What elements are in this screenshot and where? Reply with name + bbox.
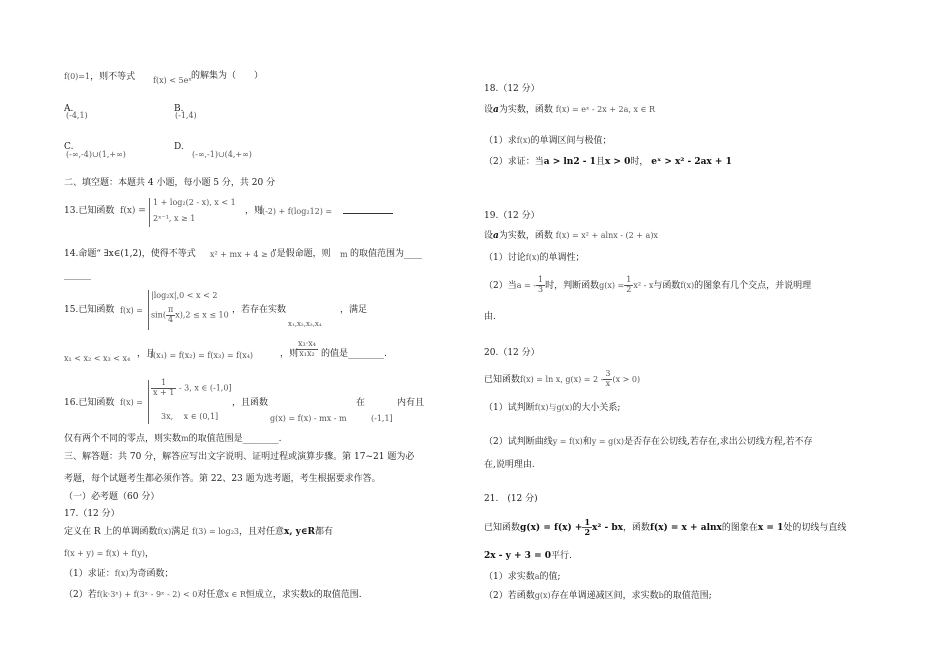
q13-answer-blank (343, 207, 393, 218)
q19-part-two: （2）当a = - $\frac{1}{3}$ 时，判断函数g(x) = $\frac{1}{2}$ x² - x与函数f(x)的图象有几个交点，并说明理 (484, 275, 812, 294)
q12-condition: f(0)=1，则不等式 (64, 72, 136, 82)
q20-part-two-cont: 在,说明理由. (484, 460, 535, 470)
q15-order: x₁ < x₂ < x₃ < x₄ (64, 354, 131, 363)
q16-prefix: 16.已知函数 (64, 398, 115, 408)
q15-satisfy: ，满足 (340, 305, 368, 315)
q16-line-two: 仅有两个不同的零点，则实数m的取值范围是________. (64, 434, 282, 444)
q21-part-two: （2）若函数g(x)存在单调递减区间，求实数b的取值范围; (484, 591, 712, 601)
q17-equation: f(x + y) = f(x) + f(y)， (64, 549, 155, 559)
q19-title: 19.（12 分） (484, 211, 540, 221)
q13-case-two: 2ˣ⁻¹, x ≥ 1 (153, 214, 196, 223)
q17-part-two: （2）若f(k·3ˣ) + f(3ˣ - 9ˣ - 2) < 0对任意x ∈ R恒成立，求实数k的取值范围. (64, 590, 362, 600)
q20-part-one: （1）试判断f(x)与g(x)的大小关系; (484, 403, 621, 413)
section-two-heading: 二、填空题：本题共 4 小题，每小题 5 分，共 20 分 (64, 178, 276, 188)
q14-text-d: ______ (64, 270, 91, 280)
q20-part-two: （2）试判断曲线y = f(x)和y = g(x)是否存在公切线,若存在,求出公切线方程,若不存 (484, 437, 813, 447)
q16-brace (148, 380, 149, 424)
q15-function-name: f(x) = (120, 306, 143, 315)
q18-statement: 设a为实数，函数 f(x) = eˣ - 2x + 2a, x ∈ R (484, 105, 656, 115)
q15-fraction: $\frac{\text{x₃·x₄}}{\text{x₁x₂}}$ (298, 339, 316, 358)
q20-title: 20.（12 分） (484, 348, 540, 358)
q13-brace (149, 198, 150, 227)
q15-prefix: 15.已知函数 (64, 305, 115, 315)
q16-g-function: g(x) = f(x) - mx - m (270, 414, 347, 423)
q15-then: ，则 (280, 349, 299, 359)
q12-option-b-label: B. (174, 104, 184, 114)
q13-case-one: 1 + log₂(2 - x), x < 1 (153, 198, 236, 207)
section-three-line-two: 考题，每个试题考生都必须作答。第 22、23 题为选考题，考生根据要求作答。 (64, 474, 381, 484)
q15-variables: x₁,x₂,x₃,x₄ (288, 320, 322, 328)
q13-prefix: 13.已知函数 (64, 206, 115, 216)
q16-case-one: $\frac{1}{x + 1}$ - 3, x ∈ (-1,0] (153, 378, 232, 397)
q16-in: 在 (356, 398, 366, 408)
q18-title: 18.（12 分） (484, 84, 540, 94)
q17-title: 17.（12 分） (64, 509, 120, 519)
q16-interval: (-1,1] (371, 414, 393, 423)
q14-text-c: 的取值范围为____ (350, 249, 423, 259)
q21-part-one: （1）求实数a的值; (484, 572, 561, 582)
q16-function-name: f(x) = (120, 398, 143, 407)
q12-option-c-label: C. (64, 142, 74, 152)
q12-option-d: (-∞,-1)∪(4,+∞) (192, 150, 252, 159)
q12-option-a: (-4,1) (66, 111, 88, 120)
q16-case-two: 3x, x ∈ (0,1] (161, 412, 219, 421)
required-heading: （一）必考题（60 分） (64, 492, 160, 502)
q13-then: ，则 (245, 206, 264, 216)
q14-text-a: 14.命题“ ∃x∈(1,2)，使得不等式 (64, 249, 196, 259)
q18-part-two: （2）求证：当a > ln2 - 1且x > 0时， eˣ > x² - 2ax + 1 (484, 157, 732, 167)
q13-expression: f(-2) + f(log₂12) = (259, 207, 333, 216)
q17-part-one: （1）求证：f(x)为奇函数； (64, 569, 174, 579)
q14-inequality: x² + mx + 4 ≥ 0 (210, 250, 276, 259)
q15-case-two: sin( $\frac{\pi}{4}$ x),2 ≤ x ≤ 10 (151, 305, 229, 324)
q19-statement: 设a为实数，函数 f(x) = x² + alnx - (2 + a)x (484, 231, 658, 241)
q20-statement: 已知函数f(x) = ln x, g(x) = 2 - $\frac{3}{x}$ (x > 0) (484, 369, 641, 388)
q15-case-one: |log₂x|,0 < x < 2 (151, 291, 218, 300)
q15-and: ，且 (137, 349, 156, 359)
q15-tail: 的值是________. (321, 349, 387, 359)
q12-option-d-label: D. (174, 142, 184, 152)
q17-statement: 定义在 R 上的单调函数f(x)满足 f(3) = log₂3，且对任意x, y∈R都有 (64, 527, 334, 537)
section-three-line-one: 三、解答题：共 70 分，解答应写出文字说明、证明过程或演算步骤。第 17~21 题为必 (64, 452, 415, 462)
q19-part-one: （1）讨论f(x)的单调性； (484, 253, 585, 263)
q15-brace (148, 290, 149, 330)
q16-and: ，且函数 (232, 398, 269, 408)
q13-function-name: f(x) = (120, 206, 146, 216)
q12-option-a-label: A. (64, 104, 74, 114)
q19-part-two-cont: 由. (484, 312, 496, 322)
q12-option-b: (-1,4) (175, 111, 197, 120)
q14-text-b: ”是假命题，则 (272, 249, 331, 259)
q15-equality: f(x₁) = f(x₂) = f(x₃) = f(x₄) (150, 351, 254, 360)
q21-statement: 已知函数g(x) = f(x) + $\frac{1}{2}$ x² - bx，函数f(x) = x + alnx的图象在x = 1处的切线与直线 (484, 517, 847, 537)
q12-inequality: f(x) < 5eˣ (153, 76, 192, 85)
q16-within: 内有且 (397, 398, 425, 408)
q12-tail: 的解集为（ ） (191, 71, 264, 81)
q15-exist: ，若存在实数 (232, 305, 287, 315)
q21-title: 21. (12 分) (484, 494, 538, 504)
q21-statement-cont: 2x - y + 3 = 0平行. (484, 551, 572, 561)
q14-variable: m (340, 250, 348, 259)
q18-part-one: （1）求f(x)的单调区间与极值； (484, 136, 612, 146)
q12-option-c: (-∞,-4)∪(1,+∞) (66, 150, 126, 159)
